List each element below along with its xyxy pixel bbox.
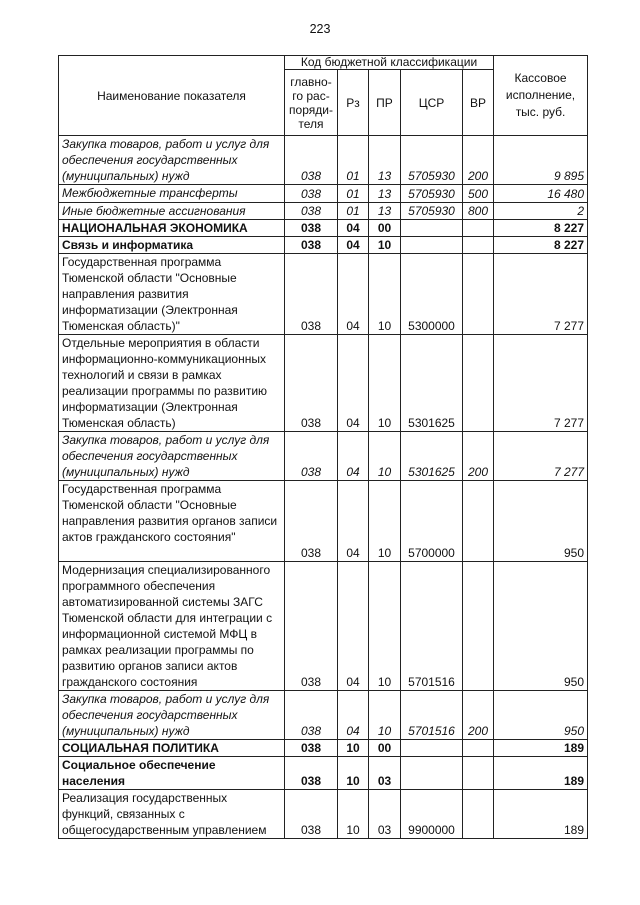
cell-amount: 189 xyxy=(494,757,588,790)
cell-pr: 10 xyxy=(369,691,401,740)
cell-glavn: 038 xyxy=(285,220,338,237)
cell-vr xyxy=(463,220,494,237)
cell-vr: 800 xyxy=(463,203,494,220)
cell-name: Закупка товаров, работ и услуг для обеспечения государственных (муниципальных) нужд xyxy=(59,136,285,185)
cell-name: Закупка товаров, работ и услуг для обеспечения государственных (муниципальных) нужд xyxy=(59,432,285,481)
cell-vr xyxy=(463,757,494,790)
cell-csr: 5301625 xyxy=(401,335,463,432)
cell-glavn: 038 xyxy=(285,185,338,203)
cell-rz: 10 xyxy=(338,790,369,839)
table-row xyxy=(59,691,588,740)
table-row xyxy=(59,740,588,757)
cell-rz: 01 xyxy=(338,136,369,185)
cell-csr: 5300000 xyxy=(401,254,463,335)
cell-vr xyxy=(463,562,494,691)
cell-vr: 200 xyxy=(463,691,494,740)
cell-csr: 5705930 xyxy=(401,185,463,203)
cell-glavn: 038 xyxy=(285,790,338,839)
cell-amount: 950 xyxy=(494,691,588,740)
cell-amount: 950 xyxy=(494,562,588,691)
cell-name: Государственная программа Тюменской области "Основные направления развития информатизации (Электронная Тюменская область)" xyxy=(59,254,285,335)
cell-name: Отдельные мероприятия в области информационно-коммуникационных технологий и связи в рамках реализации программы по развитию информатизации (Электронная Тюменская область) xyxy=(59,335,285,432)
table-row xyxy=(59,220,588,237)
page-number: 223 xyxy=(309,22,331,36)
cell-csr xyxy=(401,237,463,254)
cell-glavn: 038 xyxy=(285,691,338,740)
cell-csr xyxy=(401,740,463,757)
cell-name: СОЦИАЛЬНАЯ ПОЛИТИКА xyxy=(59,740,285,757)
cell-vr xyxy=(463,237,494,254)
cell-rz: 10 xyxy=(338,757,369,790)
cell-amount: 16 480 xyxy=(494,185,588,203)
cell-pr: 10 xyxy=(369,254,401,335)
table-row xyxy=(59,432,588,481)
cell-csr: 5705930 xyxy=(401,203,463,220)
cell-pr: 10 xyxy=(369,335,401,432)
cell-glavn: 038 xyxy=(285,562,338,691)
cell-rz: 04 xyxy=(338,562,369,691)
cell-pr: 03 xyxy=(369,757,401,790)
table-row xyxy=(59,203,588,220)
cell-name: Социальное обеспечение населения xyxy=(59,757,285,790)
cell-glavn: 038 xyxy=(285,237,338,254)
cell-amount: 7 277 xyxy=(494,254,588,335)
cell-rz: 04 xyxy=(338,335,369,432)
cell-vr: 200 xyxy=(463,136,494,185)
cell-pr: 10 xyxy=(369,432,401,481)
header-group: Код бюджетной классификации xyxy=(285,56,494,70)
cell-pr: 10 xyxy=(369,481,401,562)
cell-amount: 189 xyxy=(494,790,588,839)
cell-amount: 9 895 xyxy=(494,136,588,185)
cell-vr xyxy=(463,481,494,562)
header-name: Наименование показателя xyxy=(59,56,285,136)
cell-rz: 04 xyxy=(338,220,369,237)
cell-vr xyxy=(463,254,494,335)
cell-csr: 5700000 xyxy=(401,481,463,562)
cell-pr: 13 xyxy=(369,185,401,203)
cell-pr: 10 xyxy=(369,562,401,691)
cell-amount: 7 277 xyxy=(494,335,588,432)
table-row xyxy=(59,562,588,691)
cell-amount: 189 xyxy=(494,740,588,757)
cell-name: Иные бюджетные ассигнования xyxy=(59,203,285,220)
cell-rz: 01 xyxy=(338,203,369,220)
cell-vr: 200 xyxy=(463,432,494,481)
cell-glavn: 038 xyxy=(285,432,338,481)
cell-rz: 04 xyxy=(338,432,369,481)
cell-pr: 00 xyxy=(369,220,401,237)
cell-amount: 950 xyxy=(494,481,588,562)
cell-amount: 2 xyxy=(494,203,588,220)
cell-csr xyxy=(401,220,463,237)
table-row xyxy=(59,185,588,203)
table-row xyxy=(59,757,588,790)
cell-amount: 8 227 xyxy=(494,220,588,237)
budget-table xyxy=(58,55,588,839)
cell-rz: 04 xyxy=(338,691,369,740)
cell-glavn: 038 xyxy=(285,203,338,220)
table-row xyxy=(59,335,588,432)
cell-pr: 13 xyxy=(369,136,401,185)
cell-name: Государственная программа Тюменской области "Основные направления развития органов записи актов гражданского состояния" xyxy=(59,481,285,562)
header-csr: ЦСР xyxy=(401,70,463,136)
cell-rz: 04 xyxy=(338,254,369,335)
cell-csr xyxy=(401,757,463,790)
cell-name: Закупка товаров, работ и услуг для обеспечения государственных (муниципальных) нужд xyxy=(59,691,285,740)
cell-rz: 04 xyxy=(338,481,369,562)
table-header xyxy=(59,56,588,136)
cell-rz: 04 xyxy=(338,237,369,254)
cell-vr xyxy=(463,790,494,839)
cell-csr: 5701516 xyxy=(401,691,463,740)
header-vr: ВР xyxy=(463,70,494,136)
cell-glavn: 038 xyxy=(285,481,338,562)
cell-glavn: 038 xyxy=(285,757,338,790)
cell-vr xyxy=(463,335,494,432)
cell-vr xyxy=(463,740,494,757)
header-amount: Кассовое исполнение, тыс. руб. xyxy=(494,56,588,136)
cell-glavn: 038 xyxy=(285,740,338,757)
cell-pr: 03 xyxy=(369,790,401,839)
cell-name: Связь и информатика xyxy=(59,237,285,254)
cell-pr: 10 xyxy=(369,237,401,254)
table-row xyxy=(59,237,588,254)
cell-pr: 00 xyxy=(369,740,401,757)
header-glavn: главно- го рас- поряди- теля xyxy=(285,70,338,136)
cell-rz: 10 xyxy=(338,740,369,757)
cell-glavn: 038 xyxy=(285,335,338,432)
table-row xyxy=(59,481,588,562)
cell-pr: 13 xyxy=(369,203,401,220)
table-row xyxy=(59,254,588,335)
cell-name: Реализация государственных функций, связанных с общегосударственным управлением xyxy=(59,790,285,839)
header-rz: Рз xyxy=(338,70,369,136)
cell-name: Модернизация специализированного программного обеспечения автоматизированной системы ЗАГС Тюменской области для интеграции с информационной системой МФЦ в рамках реализации программы по развитию органов записи актов гражданского состояния xyxy=(59,562,285,691)
table-row xyxy=(59,790,588,839)
cell-amount: 8 227 xyxy=(494,237,588,254)
cell-csr: 9900000 xyxy=(401,790,463,839)
cell-name: НАЦИОНАЛЬНАЯ ЭКОНОМИКА xyxy=(59,220,285,237)
cell-csr: 5301625 xyxy=(401,432,463,481)
cell-glavn: 038 xyxy=(285,136,338,185)
header-pr: ПР xyxy=(369,70,401,136)
cell-name: Межбюджетные трансферты xyxy=(59,185,285,203)
table-body xyxy=(59,136,588,839)
cell-vr: 500 xyxy=(463,185,494,203)
cell-rz: 01 xyxy=(338,185,369,203)
cell-glavn: 038 xyxy=(285,254,338,335)
table-row xyxy=(59,136,588,185)
cell-csr: 5701516 xyxy=(401,562,463,691)
cell-amount: 7 277 xyxy=(494,432,588,481)
cell-csr: 5705930 xyxy=(401,136,463,185)
